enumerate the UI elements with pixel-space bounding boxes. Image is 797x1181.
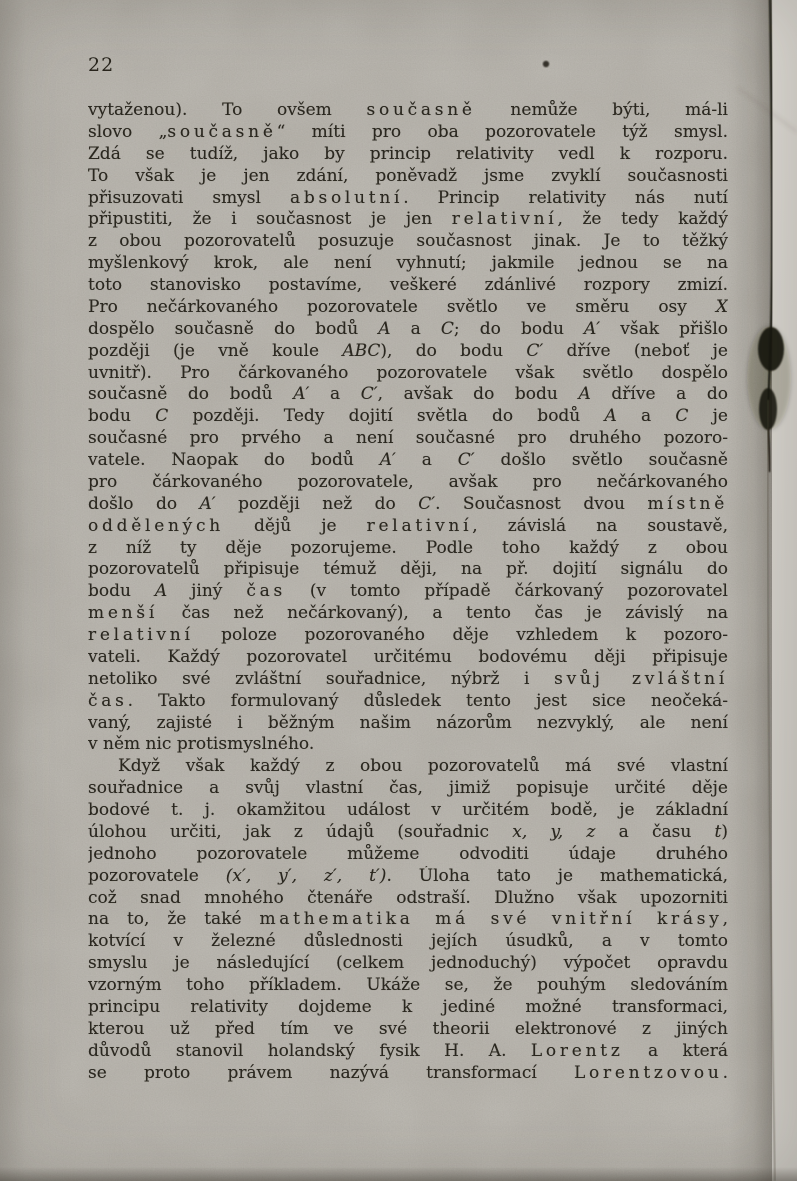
text-run: netoliko své zvláštní souřadnice, nýbrž i <box>88 668 555 689</box>
left-edge-shading <box>0 0 26 1181</box>
text-run: dříve (neboť je <box>543 340 728 361</box>
text-run: poloze pozorovaného děje vzhledem k pozoro- <box>193 625 728 645</box>
text-line <box>88 888 728 910</box>
text-run: později. Tedy dojití světla do bodů <box>168 406 605 427</box>
text-run: došlo světlo současně <box>474 450 728 470</box>
emphasized-text: současně <box>366 100 476 120</box>
text-line <box>88 647 728 669</box>
text-run: přisuzovati smysl <box>88 187 290 208</box>
text-run: pro čárkovaného pozorovatele, avšak pro nečárkovaného <box>88 471 728 492</box>
emphasized-text: čas <box>246 581 286 602</box>
text-run: pozorovatele <box>88 865 226 886</box>
text-line <box>88 188 728 210</box>
italic-symbol: A′ <box>293 384 310 405</box>
emphasized-text: Lorentz <box>530 1040 624 1061</box>
text-run: ), do bodu <box>380 340 527 361</box>
italic-symbol: C <box>155 406 169 427</box>
text-run: současně do bodů <box>88 384 294 405</box>
text-run: Pro nečárkovaného pozorovatele světlo ve směru osy <box>88 296 716 317</box>
next-page-edge <box>772 0 797 1181</box>
text-run: a <box>616 406 676 427</box>
text-line <box>88 319 728 341</box>
emphasized-text: relativní <box>88 625 194 645</box>
text-run: a která <box>623 1040 728 1061</box>
emphasized-text: menší <box>88 603 158 624</box>
text-run: ) <box>721 821 728 842</box>
text-line <box>88 209 728 231</box>
italic-symbol: t <box>714 821 722 842</box>
text-line <box>88 1063 728 1085</box>
text-line <box>88 122 728 144</box>
text-run: ; do bodu <box>453 318 585 339</box>
text-line <box>88 516 728 538</box>
text-run: z obou pozorovatelů posuzuje současnost jinak. Je to těžký <box>88 231 728 252</box>
italic-symbol: A′ <box>379 450 396 470</box>
text-run: vatele. Naopak do bodů <box>88 450 380 470</box>
text-run: Zdá se tudíž, jako by princip relativity vedl k rozporu. <box>88 143 728 164</box>
text-run: , závislá na soustavě, <box>472 515 728 536</box>
text-run: na to, že také <box>88 909 260 930</box>
paragraph <box>88 100 728 756</box>
italic-symbol: ABC <box>342 340 381 361</box>
text-run: . Úloha tato je mathematická, <box>386 865 728 886</box>
text-run: dějů je <box>223 515 367 536</box>
text-line <box>88 406 728 428</box>
emphasized-text: čas <box>88 690 128 711</box>
text-run: se proto právem nazývá transformací <box>88 1062 574 1083</box>
text-run: bodu <box>88 581 155 602</box>
emphasized-text: místně <box>647 493 728 514</box>
text-line <box>88 844 728 866</box>
text-line <box>88 581 728 603</box>
emphasized-text: Lorentzovou <box>573 1062 723 1083</box>
emphasized-text: relativní <box>451 209 558 230</box>
text-run: dospělo současně do bodů <box>88 318 379 339</box>
text-run: , že tedy každý <box>557 209 728 230</box>
italic-symbol: A <box>154 581 168 602</box>
text-run: je <box>688 406 728 427</box>
text-run: a <box>309 384 361 405</box>
text-run: v něm nic protismyslného. <box>88 734 315 755</box>
text-line <box>88 953 728 975</box>
text-line <box>88 450 728 472</box>
text-line <box>88 625 728 647</box>
text-run: pozorovatelů připisuje témuž ději, na př. dojití signálu do <box>88 559 728 580</box>
text-line <box>88 909 728 931</box>
text-line <box>88 297 728 319</box>
italic-symbol: (x′, y′, z′, t′) <box>225 865 387 886</box>
text-run: úlohou určiti, jak z údajů (souřadnic <box>88 821 513 842</box>
text-line <box>88 691 728 713</box>
text-line <box>88 822 728 844</box>
text-run: dříve a do <box>590 384 728 405</box>
text-line <box>88 713 728 735</box>
text-line <box>88 144 728 166</box>
text-run: a času <box>595 821 715 842</box>
text-run: principu relativity dojdeme k jediné možné transformaci, <box>88 996 728 1017</box>
emphasized-text: současně <box>167 121 277 142</box>
text-line <box>88 669 728 691</box>
text-run: (v tomto případě čárkovaný pozorovatel <box>285 581 728 602</box>
text-run: . Současnost dvou <box>435 493 648 514</box>
text-run: vaný, zajisté i běžným našim názorům nezvyklý, ale není <box>88 712 728 733</box>
text-run: slovo „ <box>88 121 168 142</box>
italic-symbol: X <box>715 296 728 317</box>
emphasized-text: svůj zvláštní <box>554 668 728 689</box>
bottom-edge-shadow <box>0 1167 797 1181</box>
text-run: důvodů stanovil holandský fysik H. A. <box>88 1040 531 1061</box>
text-run: však přišlo <box>600 318 728 339</box>
text-line <box>88 1019 728 1041</box>
paragraph <box>88 756 728 1084</box>
text-run: smyslu je následující (celkem jednoduchý) výpočet opravdu <box>88 953 728 974</box>
italic-symbol: A <box>578 384 591 405</box>
italic-symbol: C′ <box>360 384 378 405</box>
italic-symbol: C <box>440 318 454 339</box>
text-line <box>88 341 728 363</box>
text-run: . Takto formulovaný důsledek tento jest sice neočeká- <box>127 690 728 711</box>
text-run: , <box>722 909 728 930</box>
text-run: vytaženou). To ovšem <box>88 100 367 120</box>
text-line <box>88 472 728 494</box>
text-run: , avšak do bodu <box>377 384 579 405</box>
text-run: toto stanovisko postavíme, veškeré zdánlivé rozpory zmizí. <box>88 275 728 295</box>
text-run: současné pro prvého a není současné pro druhého pozoro- <box>88 428 728 449</box>
text-line <box>88 778 728 800</box>
text-run: . Princip relativity nás nutí <box>403 187 728 208</box>
text-line <box>88 253 728 275</box>
text-run: nemůže býti, má-li <box>475 100 728 120</box>
text-run: připustiti, že i současnost je jen <box>88 209 452 230</box>
text-line <box>88 756 728 778</box>
text-run: souřadnice a svůj vlastní čas, jimiž popisuje určité děje <box>88 778 728 799</box>
text-run: a <box>390 318 441 339</box>
text-run: kotvící v železné důslednosti jejích úsudků, a v tomto <box>88 931 728 952</box>
text-line <box>88 384 728 406</box>
text-run: vzorným toho příkladem. Ukáže se, že pouhým sledováním <box>88 975 728 995</box>
text-run: jiný <box>167 581 247 602</box>
italic-symbol: C′ <box>418 493 436 514</box>
text-run: a <box>395 450 458 470</box>
text-line <box>88 428 728 450</box>
text-line <box>88 494 728 516</box>
emphasized-text: mathematika má své vnitřní krásy <box>259 909 723 930</box>
text-line <box>88 975 728 997</box>
text-run: jednoho pozorovatele můžeme odvoditi údaje druhého <box>88 843 728 864</box>
italic-symbol: C <box>675 406 689 427</box>
text-run: kterou už před tím ve své theorii elektronové z jiných <box>88 1018 728 1039</box>
text-line <box>88 166 728 188</box>
text-line <box>88 603 728 625</box>
text-run: což snad mnohého čtenáře odstraší. Dlužno však upozorniti <box>88 887 728 908</box>
text-line <box>88 363 728 385</box>
text-line <box>88 997 728 1019</box>
italic-symbol: C′ <box>526 340 544 361</box>
text-line <box>88 866 728 888</box>
italic-symbol: A′ <box>199 493 216 514</box>
emphasized-text: absolutní <box>289 187 404 208</box>
italic-symbol: x, y, z <box>512 821 596 842</box>
text-run: “ míti pro oba pozorovatele týž smysl. <box>276 121 728 142</box>
text-run: vateli. Každý pozorovatel určitému bodovému ději připisuje <box>88 646 728 667</box>
italic-symbol: A <box>604 406 617 427</box>
text-run: Když však každý z obou pozorovatelů má své vlastní <box>118 756 728 777</box>
emphasized-text: oddělených <box>88 515 224 536</box>
italic-symbol: C′ <box>457 450 475 470</box>
text-line <box>88 559 728 581</box>
italic-symbol: A <box>378 318 391 339</box>
text-run: . <box>722 1062 728 1083</box>
page-fold-shadow <box>728 0 774 1181</box>
text-line <box>88 800 728 822</box>
text-line <box>88 931 728 953</box>
text-run: došlo do <box>88 493 200 514</box>
emphasized-text: relativní <box>366 515 473 536</box>
text-line <box>88 538 728 560</box>
text-run: později než do <box>215 493 419 514</box>
ink-speck <box>543 61 549 67</box>
text-run: bodové t. j. okamžitou událost v určitém bodě, je základní <box>88 800 728 820</box>
text-run: bodu <box>88 406 156 427</box>
text-run: myšlenkový krok, ale není vyhnutí; jakmile jednou se na <box>88 253 728 274</box>
page-number: 22 <box>88 54 115 76</box>
text-column <box>88 100 728 1084</box>
text-run: čas než nečárkovaný), a tento čas je závislý na <box>158 603 728 624</box>
text-run: z níž ty děje pozorujeme. Podle toho každý z obou <box>88 537 728 558</box>
text-line <box>88 100 728 122</box>
text-line <box>88 734 728 756</box>
italic-symbol: A′ <box>584 318 601 339</box>
text-run: To však je jen zdání, poněvadž jsme zvyklí současnosti <box>88 165 728 186</box>
text-line <box>88 231 728 253</box>
text-run: později (je vně koule <box>88 340 343 361</box>
text-line <box>88 1041 728 1063</box>
text-line <box>88 275 728 297</box>
text-run: uvnitř). Pro čárkovaného pozorovatele však světlo dospělo <box>88 362 728 383</box>
